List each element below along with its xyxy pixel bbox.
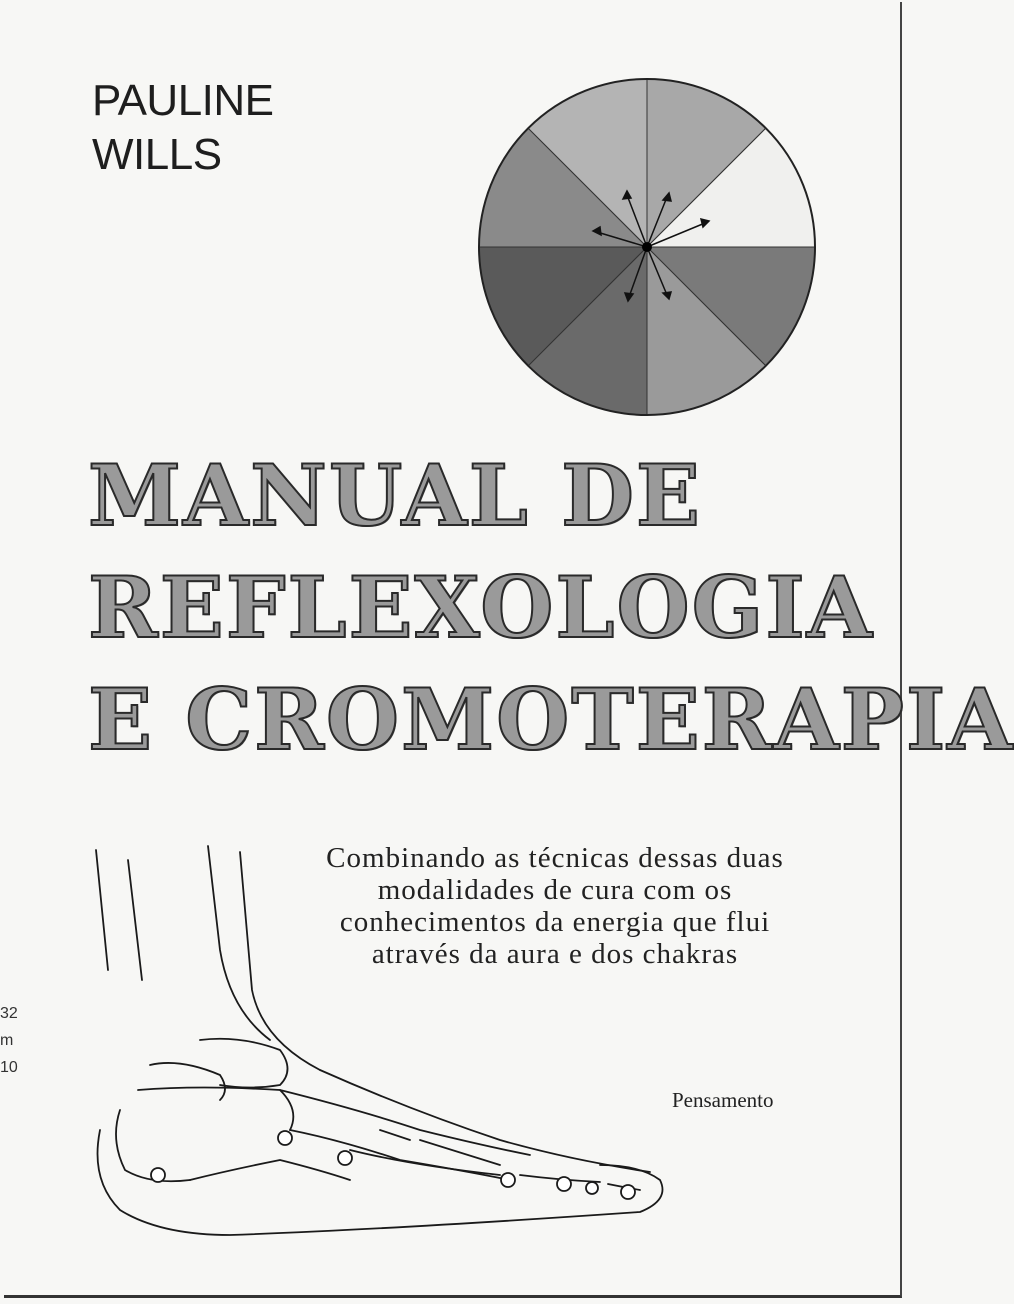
color-wheel-illustration	[476, 76, 818, 418]
spine-edge-marks	[0, 1000, 18, 1081]
subtitle-line-2: modalidades de cura com os	[377, 874, 733, 906]
title-line-1: MANUAL DE	[88, 446, 702, 545]
title-line-2: REFLEXOLOGIA	[88, 558, 874, 657]
spine-mark: 10	[0, 1059, 18, 1076]
author-name	[92, 74, 274, 182]
publisher-name: Pensamento	[672, 1088, 774, 1112]
book-title	[88, 440, 1014, 776]
title-line-3: E CROMOTERAPIA	[88, 670, 1014, 769]
subtitle-line-4: através da aura e dos chakras	[371, 938, 739, 970]
foot-skeleton-illustration	[80, 840, 680, 1280]
spine-mark: m	[0, 1032, 14, 1049]
subtitle-line-1: Combinando as técnicas dessas duas	[326, 842, 784, 874]
subtitle-line-3: conhecimentos da energia que flui	[339, 906, 771, 938]
spine-mark: 32	[0, 1005, 18, 1022]
author-first-name: PAULINE	[92, 76, 274, 125]
reflex-points	[151, 1131, 635, 1199]
author-last-name: WILLS	[92, 130, 222, 179]
